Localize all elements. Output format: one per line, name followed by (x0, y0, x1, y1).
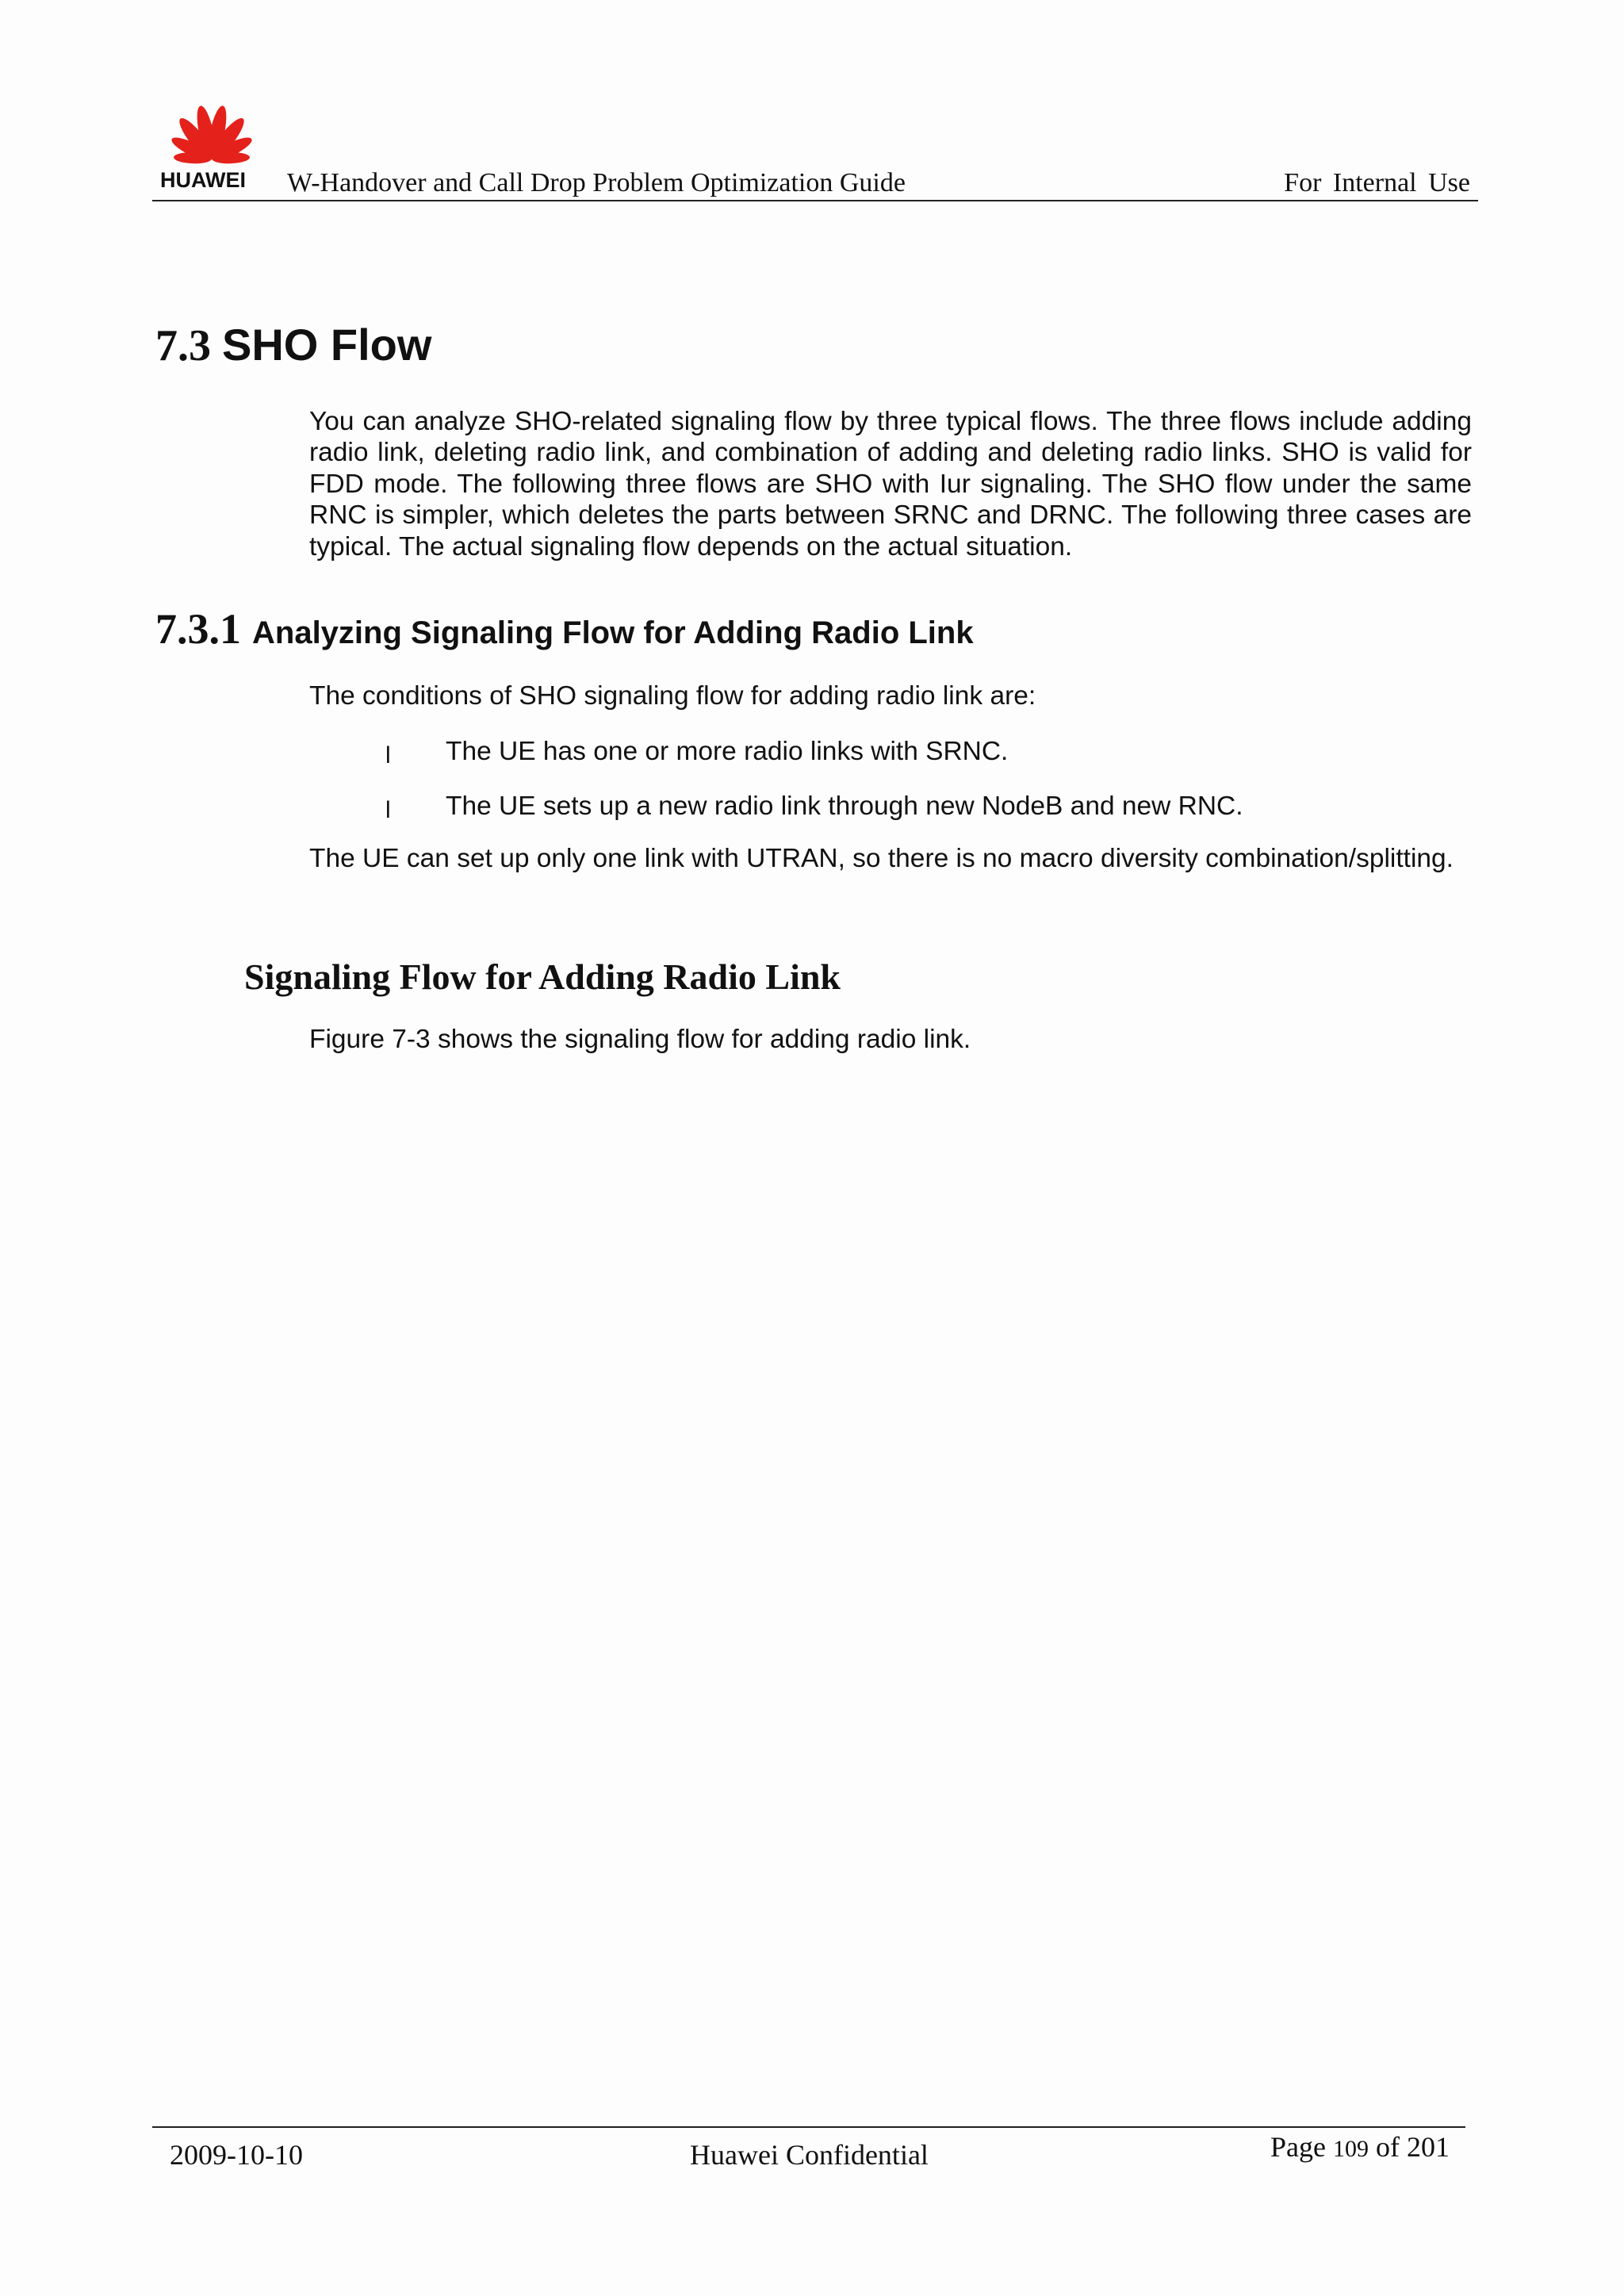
utran-note-paragraph: The UE can set up only one link with UTRAN, so there is no macro diversity combination/splitting. (309, 844, 1454, 873)
section-title: SHO Flow (222, 320, 432, 370)
page-prefix: Page (1270, 2131, 1326, 2163)
header-title: W-Handover and Call Drop Problem Optimization Guide (287, 168, 906, 197)
header-classification: For Internal Use (1284, 168, 1470, 197)
conditions-intro-paragraph: The conditions of SHO signaling flow for adding radio link are: (309, 681, 1036, 711)
list-item: The UE has one or more radio links with SRNC. (446, 737, 1009, 766)
subsection-number: 7.3.1 (155, 605, 241, 653)
page-separator: of (1375, 2131, 1400, 2163)
page-current: 109 (1332, 2136, 1369, 2162)
bullet-icon: l (385, 797, 391, 823)
bullet-icon: l (385, 742, 391, 769)
subsection-title: Analyzing Signaling Flow for Adding Radio Link (252, 615, 974, 650)
footer-divider (152, 2126, 1465, 2128)
huawei-logo-icon (160, 82, 263, 194)
section-intro-paragraph: You can analyze SHO-related signaling flow by three typical flows. The three flows include adding radio link, deleting radio link, and combination of adding and deleting radio links. SHO is valid for FDD mode. The following three flows are SHO with Iur signaling. The SHO flow under the same RNC is simpler, which deletes the parts between SRNC and DRNC. The following three cases are typical. The actual signaling flow depends on the actual situation. (309, 407, 1472, 562)
huawei-logo (160, 82, 263, 194)
footer-confidentiality: Huawei Confidential (690, 2139, 929, 2171)
page-total: 201 (1406, 2131, 1450, 2163)
header-divider (152, 200, 1478, 201)
figure-section-heading: Signaling Flow for Adding Radio Link (244, 956, 841, 997)
list-item: The UE sets up a new radio link through new NodeB and new RNC. (446, 792, 1243, 821)
logo-wordmark: HUAWEI (160, 168, 246, 192)
section-number: 7.3 (155, 321, 211, 370)
footer-date: 2009-10-10 (170, 2139, 303, 2171)
figure-reference-paragraph: Figure 7-3 shows the signaling flow for adding radio link. (309, 1025, 971, 1054)
subsection-heading (155, 604, 974, 654)
footer-page-number (1270, 2130, 1450, 2164)
section-heading (155, 319, 431, 371)
